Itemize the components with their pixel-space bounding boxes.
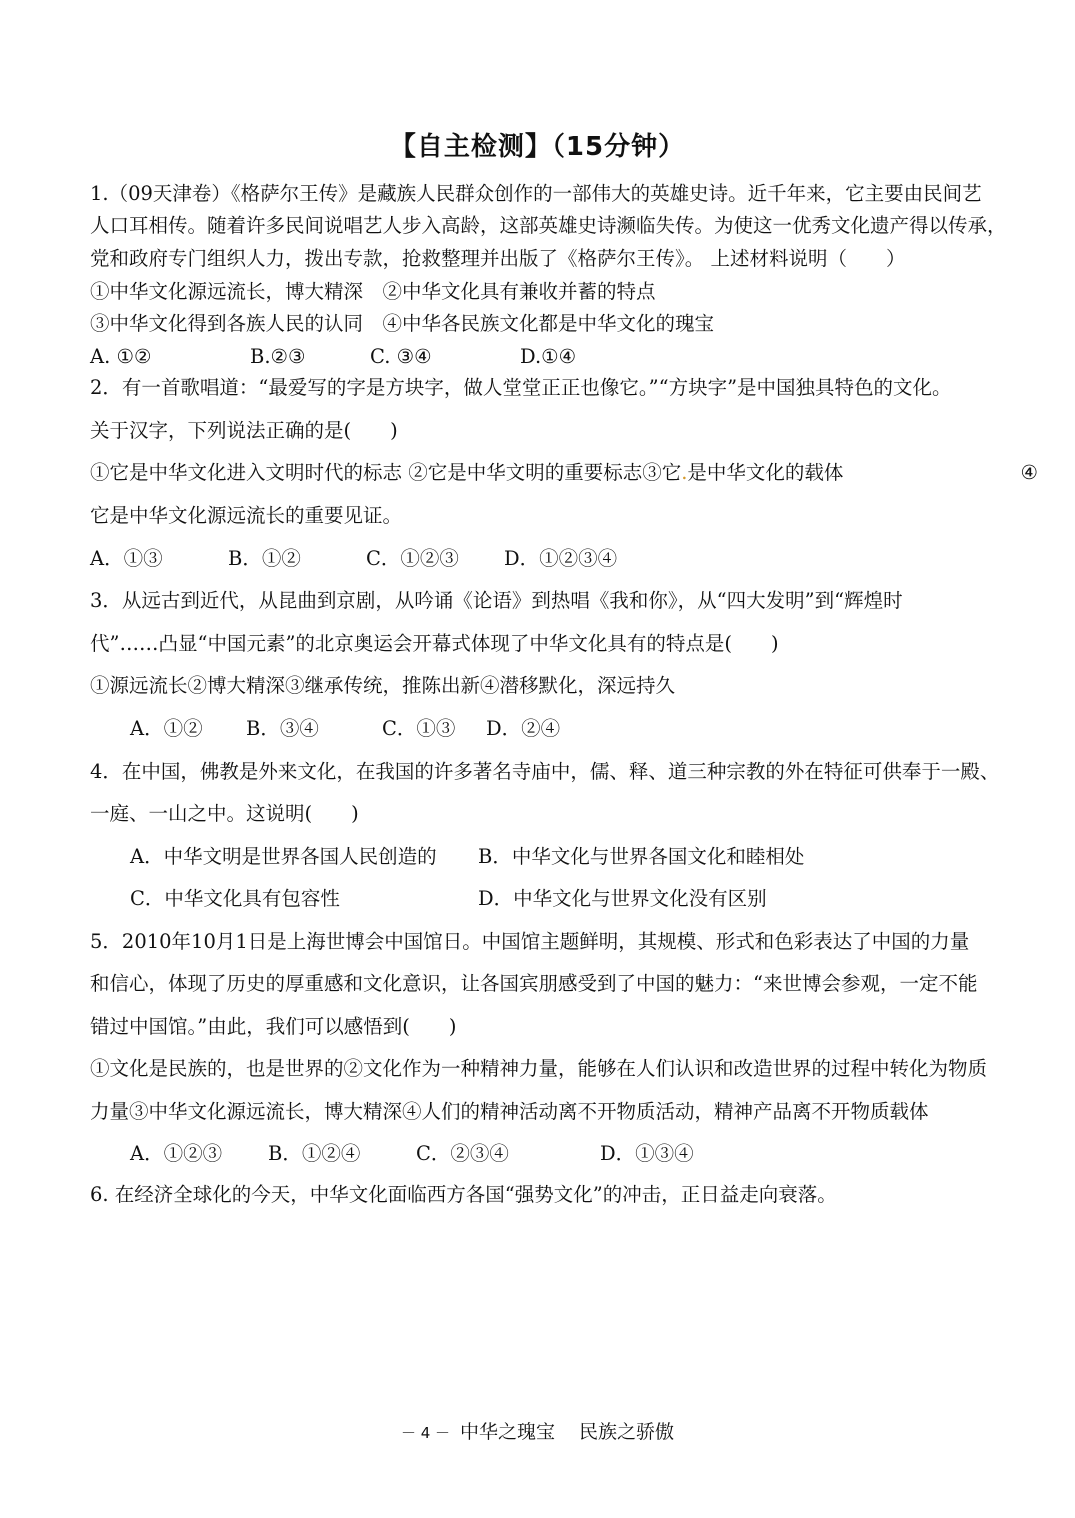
q4-option-c: C．中华文化具有包容性 [130, 887, 340, 910]
q2-option-c: C．①②③ [366, 547, 459, 570]
q4-option-d: D．中华文化与世界文化没有区别 [478, 887, 767, 910]
q3-options [130, 719, 560, 739]
q4-options-row1 [130, 847, 804, 867]
page-title: 【自主检测】（15分钟） [389, 132, 686, 162]
q1-options [90, 347, 576, 367]
q3-option-b: B．③④ [246, 717, 319, 740]
footer-right-text: 民族之骄傲 [579, 1421, 675, 1443]
q4-stem-line2: 一庭、一山之中。这说明( ) [90, 802, 359, 825]
q5-option-d: D．①③④ [600, 1142, 694, 1165]
q2-item-marker: ④ [1020, 461, 1038, 484]
q5-stem-line1: 5．2010年10月1日是上海世博会中国馆日。中国馆主题鲜明，其规模、形式和色彩表达了中国的力量 [90, 930, 970, 953]
page-footer [0, 1417, 1075, 1444]
q5-option-b: B．①②④ [268, 1142, 361, 1165]
q3-item-line1: ①源远流长②博大精深③继承传统，推陈出新④潜移默化，深远持久 [90, 674, 676, 697]
q1-stem-line3: 党和政府专门组织人力，拨出专款，抢救整理并出版了《格萨尔王传》。 上述材料说明（ ） [90, 247, 906, 270]
q1-item-line2: ③中华文化得到各族人民的认同 ④中华各民族文化都是中华文化的瑰宝 [90, 312, 715, 335]
q6-stem-line1: 6. 在经济全球化的今天，中华文化面临西方各国“强势文化”的冲击，正日益走向衰落。 [90, 1183, 837, 1206]
q1-option-d: D.①④ [520, 345, 577, 368]
q2-option-a: A．①③ [90, 547, 163, 570]
q2-item-line2: 它是中华文化源远流长的重要见证。 [90, 504, 403, 527]
q1-item-line1: ①中华文化源远流长，博大精深 ②中华文化具有兼收并蓄的特点 [90, 280, 656, 303]
q1-stem-line1: 1.（09天津卷）《格萨尔王传》是藏族人民群众创作的一部伟大的英雄史诗。近千年来，它主要由民间艺 [90, 182, 982, 205]
q3-stem-line1: 3．从远古到近代，从昆曲到京剧，从吟诵《论语》到热唱《我和你》，从“四大发明”到“辉煌时 [90, 589, 903, 612]
q2-item-dot: . [681, 461, 688, 484]
q4-options-row2 [130, 889, 767, 909]
q3-stem-line2: 代”……凸显“中国元素”的北京奥运会开幕式体现了中华文化具有的特点是( ) [90, 632, 779, 655]
q1-stem-line2: 人口耳相传。随着许多民间说唱艺人步入高龄，这部英雄史诗濒临失传。为使这一优秀文化遗产得以传承， [90, 214, 1007, 237]
q4-stem-line1: 4．在中国，佛教是外来文化，在我国的许多著名寺庙中，儒、释、道三种宗教的外在特征可供奉于一殿、 [90, 760, 1000, 783]
q3-option-d: D．②④ [486, 717, 561, 740]
q2-option-b: B．①② [228, 547, 301, 570]
q2-item-line1 [90, 463, 1038, 483]
q2-item-text [90, 463, 843, 483]
q2-item-part1: ①它是中华文化进入文明时代的标志 ②它是中华文明的重要标志③它 [90, 461, 682, 484]
q4-option-b: B．中华文化与世界各国文化和睦相处 [478, 845, 805, 868]
q2-options [90, 549, 617, 569]
q5-item-line1: ①文化是民族的，也是世界的②文化作为一种精神力量，能够在人们认识和改造世界的过程中转化为物质 [90, 1057, 988, 1080]
q3-option-c: C．①③ [382, 717, 456, 740]
q3-option-a: A．①② [130, 717, 203, 740]
q5-option-c: C．②③④ [416, 1142, 509, 1165]
q1-option-a: A. ①② [90, 345, 152, 368]
footer-left-text: 中华之瑰宝 [460, 1421, 556, 1443]
q2-stem-line1: 2．有一首歌唱道：“最爱写的字是方块字，做人堂堂正正也像它。”“方块字”是中国独具特色的文化。 [90, 376, 952, 399]
q5-stem-line2: 和信心，体现了历史的厚重感和文化意识，让各国宾朋感受到了中国的魅力：“来世博会参观，一定不能 [90, 972, 978, 995]
q5-item-line2: 力量③中华文化源远流长，博大精深④人们的精神活动离不开物质活动，精神产品离不开物质载体 [90, 1100, 929, 1123]
q5-options [130, 1144, 694, 1164]
q2-item-part2: 是中华文化的载体 [687, 461, 844, 484]
q2-stem-line2: 关于汉字，下列说法正确的是( ) [90, 419, 398, 442]
q1-option-b: B.②③ [250, 345, 306, 368]
page-number: － 4 － [400, 1424, 451, 1442]
q4-option-a: A．中华文明是世界各国人民创造的 [130, 845, 437, 868]
q5-option-a: A．①②③ [130, 1142, 223, 1165]
q1-option-c: C. ③④ [370, 345, 432, 368]
q2-option-d: D．①②③④ [504, 547, 618, 570]
q5-stem-line3: 错过中国馆。”由此，我们可以感悟到( ) [90, 1015, 457, 1038]
